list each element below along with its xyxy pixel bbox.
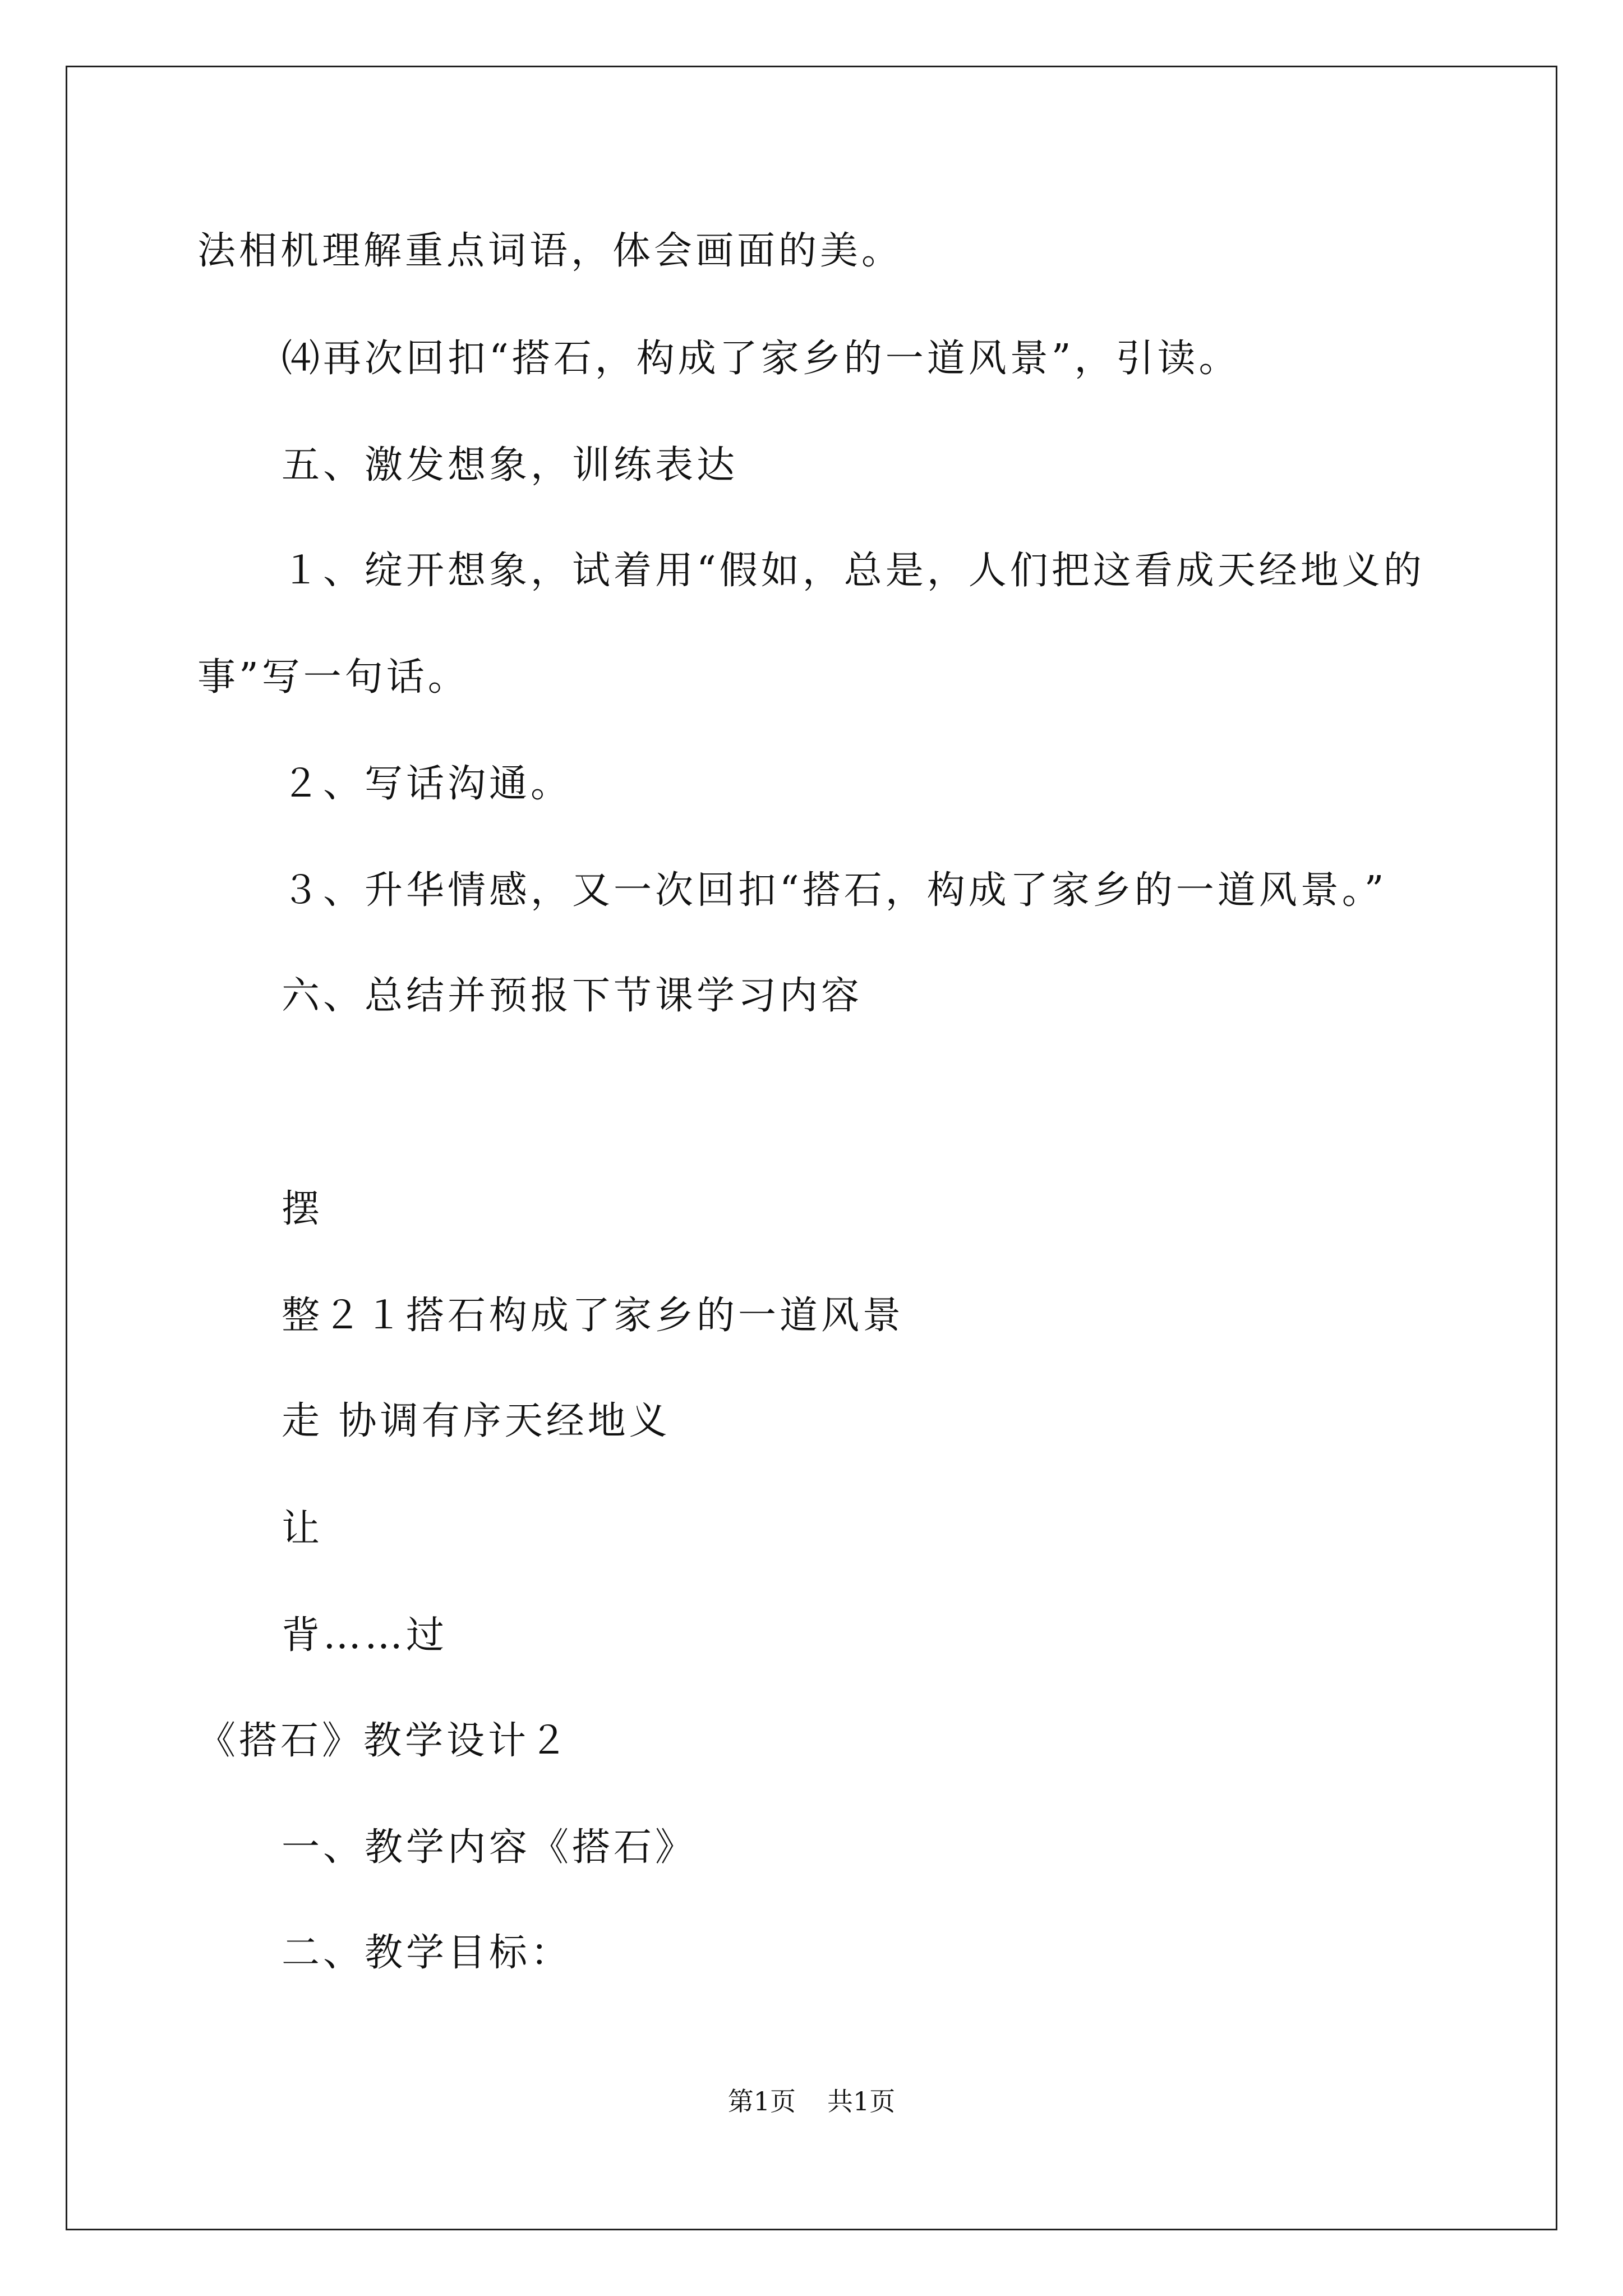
- text-line-1: 法相机理解重点词语，体会画面的美。: [197, 229, 903, 273]
- page-border: [66, 66, 1557, 2230]
- page-number-current: 第1页: [727, 2086, 796, 2116]
- text-line-6: ２、写话沟通。: [282, 762, 573, 806]
- text-line-16: 二、教学目标：: [282, 1931, 573, 1975]
- text-line-5: 事”写一句话。: [197, 655, 469, 700]
- page-number-total: 共1页: [827, 2086, 896, 2116]
- text-line-8: 六、总结并预报下节课学习内容: [282, 974, 863, 1018]
- text-line-9: 摆: [282, 1187, 324, 1231]
- text-line-4: １、绽开想象，试着用“假如，总是，人们把这看成天经地义的: [282, 549, 1425, 593]
- text-line-10: 整２１搭石构成了家乡的一道风景: [282, 1294, 905, 1338]
- text-line-11: 走 协调有序天经地义: [282, 1399, 671, 1443]
- section-heading: 《搭石》教学设计２: [197, 1719, 571, 1763]
- text-line-2: ⑷再次回扣“搭石，构成了家乡的一道风景”，引读。: [282, 337, 1241, 381]
- page-footer: [0, 2086, 1623, 2117]
- text-line-13: 背……过: [282, 1613, 448, 1658]
- text-line-12: 让: [282, 1507, 324, 1551]
- text-line-7: ３、升华情感，又一次回扣“搭石，构成了家乡的一道风景。”: [282, 868, 1387, 913]
- text-line-3: 五、激发想象，训练表达: [282, 443, 739, 487]
- text-line-15: 一、教学内容《搭石》: [282, 1825, 697, 1870]
